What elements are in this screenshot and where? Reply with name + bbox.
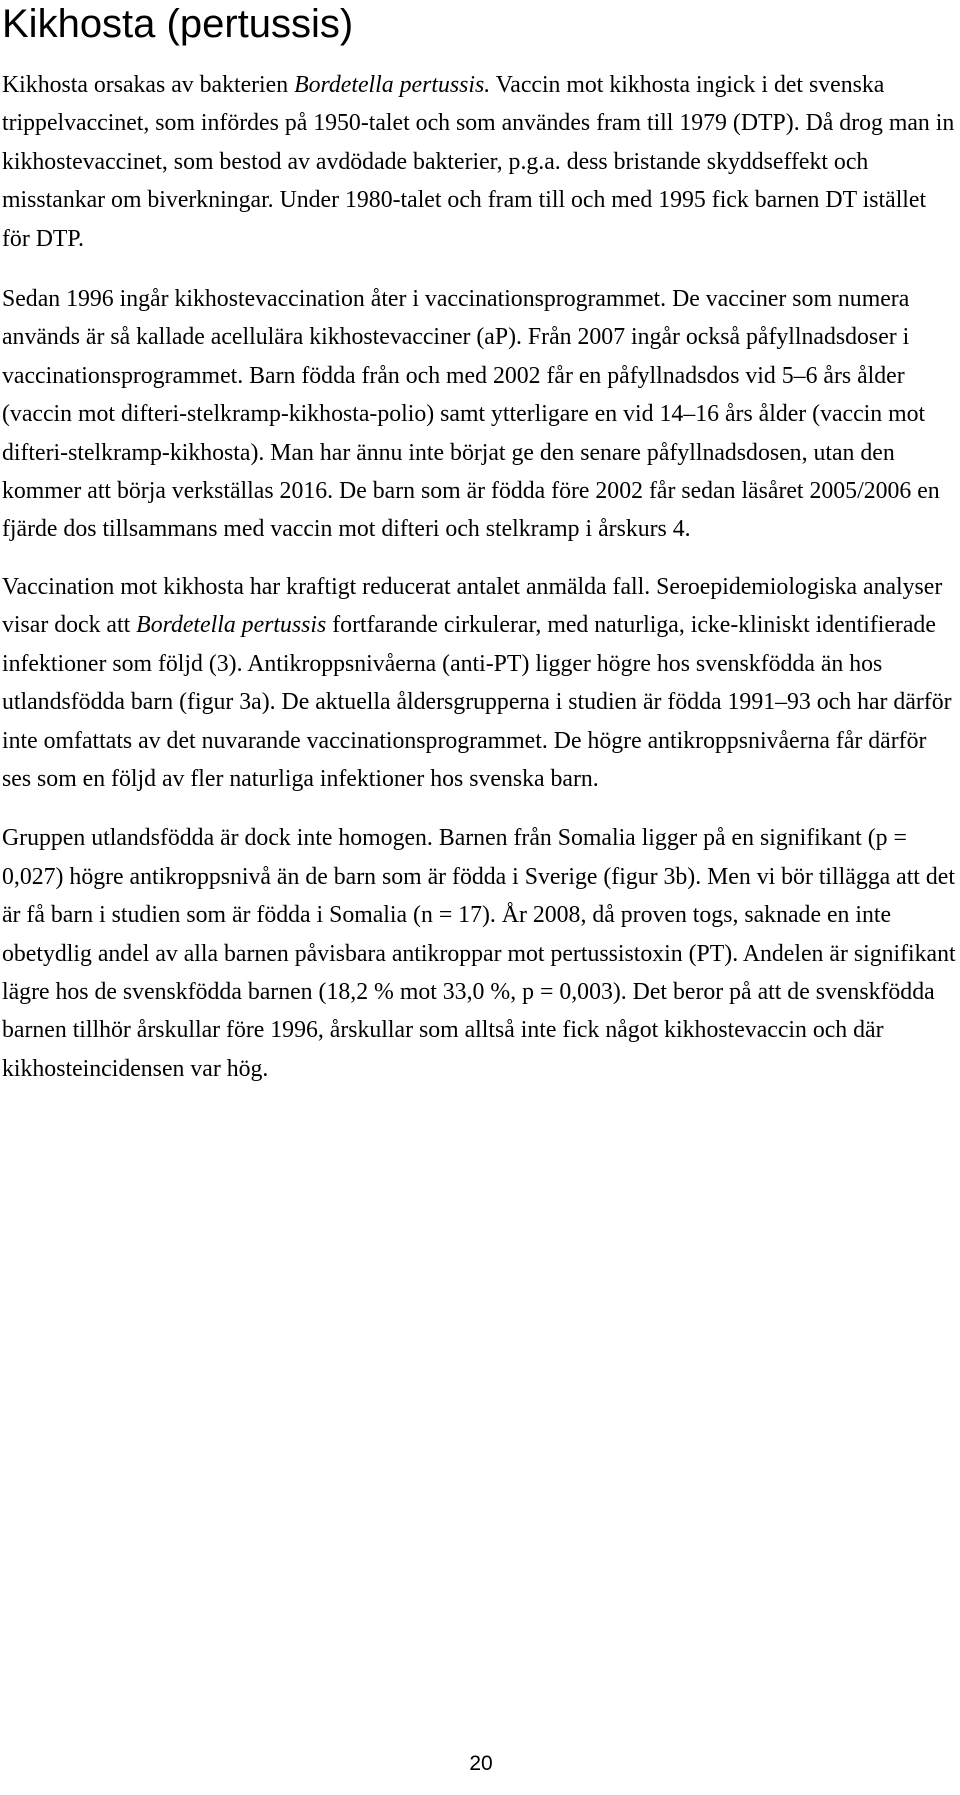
text-run: Vaccination mot kikhosta har kraftigt reducerat antalet anmälda fall. Seroepidemiologiska analyser visar dock att [2,573,943,639]
paragraph-foreign-born [2,819,958,1088]
paragraph-current-program [2,280,958,549]
body-text [2,66,958,1107]
paragraph-seroepidemiology [2,568,958,798]
species-name-italic: Bordetella pertussis [136,612,327,639]
text-run: fortfarande cirkulerar, med naturliga, icke-kliniskt identifierade infektioner som följd (3). Antikroppsnivåerna (anti-PT) ligger högre hos svenskfödda än hos utlandsfödda barn (figur 3a). De aktuella åldersgrupperna i studien är födda 1991–93 och har därför inte omfattats av det nuvarande vaccinationsprogrammet. De högre antikroppsnivåerna får därför ses som en följd av fler naturliga infektioner hos svenska barn. [2,612,952,792]
text-run: Sedan 1996 ingår kikhostevaccination åter i vaccinationsprogrammet. De vacciner som numera används är så kallade acellulära kikhostevacciner (aP). Från 2007 ingår också påfyllnadsdoser i vaccinationsprogrammet. Barn födda från och med 2002 får en påfyllnadsdos vid 5–6 års ålder (vaccin mot difteri-stelkramp-kikhosta-polio) samt ytterligare en vid 14–16 års ålder (vaccin mot difteri-stelkramp-kikhosta). Man har ännu inte börjat ge den senare påfyllnadsdosen, utan den kommer att börja verkställas 2016. De barn som är födda före 2002 får sedan läsåret 2005/2006 en fjärde dos tillsammans med vaccin mot difteri och stelkramp i årskurs 4. [2,286,940,543]
text-run: Gruppen utlandsfödda är dock inte homogen. Barnen från Somalia ligger på en signifikant (p = 0,027) högre antikroppsnivå än de barn som är födda i Sverige (figur 3b). Men vi bör tillägga att det är få barn i studien som är födda i Somalia (n = 17). År 2008, då proven togs, saknade en inte obetydlig andel av alla barnen påvisbara antikroppar mot pertussistoxin (PT). Andelen är signifikant lägre hos de svenskfödda barnen (18,2 % mot 33,0 %, p = 0,003). Det beror på att de svenskfödda barnen tillhör årskullar före 1996, årskullar som alltså inte fick något kikhostevaccin och där kikhosteincidensen var hög. [2,825,956,1082]
paragraph-history [2,66,958,258]
page-number: 20 [469,1752,493,1775]
species-name-italic: Bordetella pertussis. [294,72,491,98]
page-title: Kikhosta (pertussis) [2,2,354,46]
text-run: Vaccin mot kikhosta ingick i det svenska trippelvaccinet, som infördes på 1950-talet och som användes fram till 1979 (DTP). Då drog man in kikhostevaccinet, som bestod av avdödade bakterier, p.g.a. dess bristande skyddseffekt och misstankar om biverkningar. Under 1980-talet och fram till och med 1995 fick barnen DT istället för DTP. [2,72,955,252]
text-run: Kikhosta orsakas av bakterien [2,72,295,98]
